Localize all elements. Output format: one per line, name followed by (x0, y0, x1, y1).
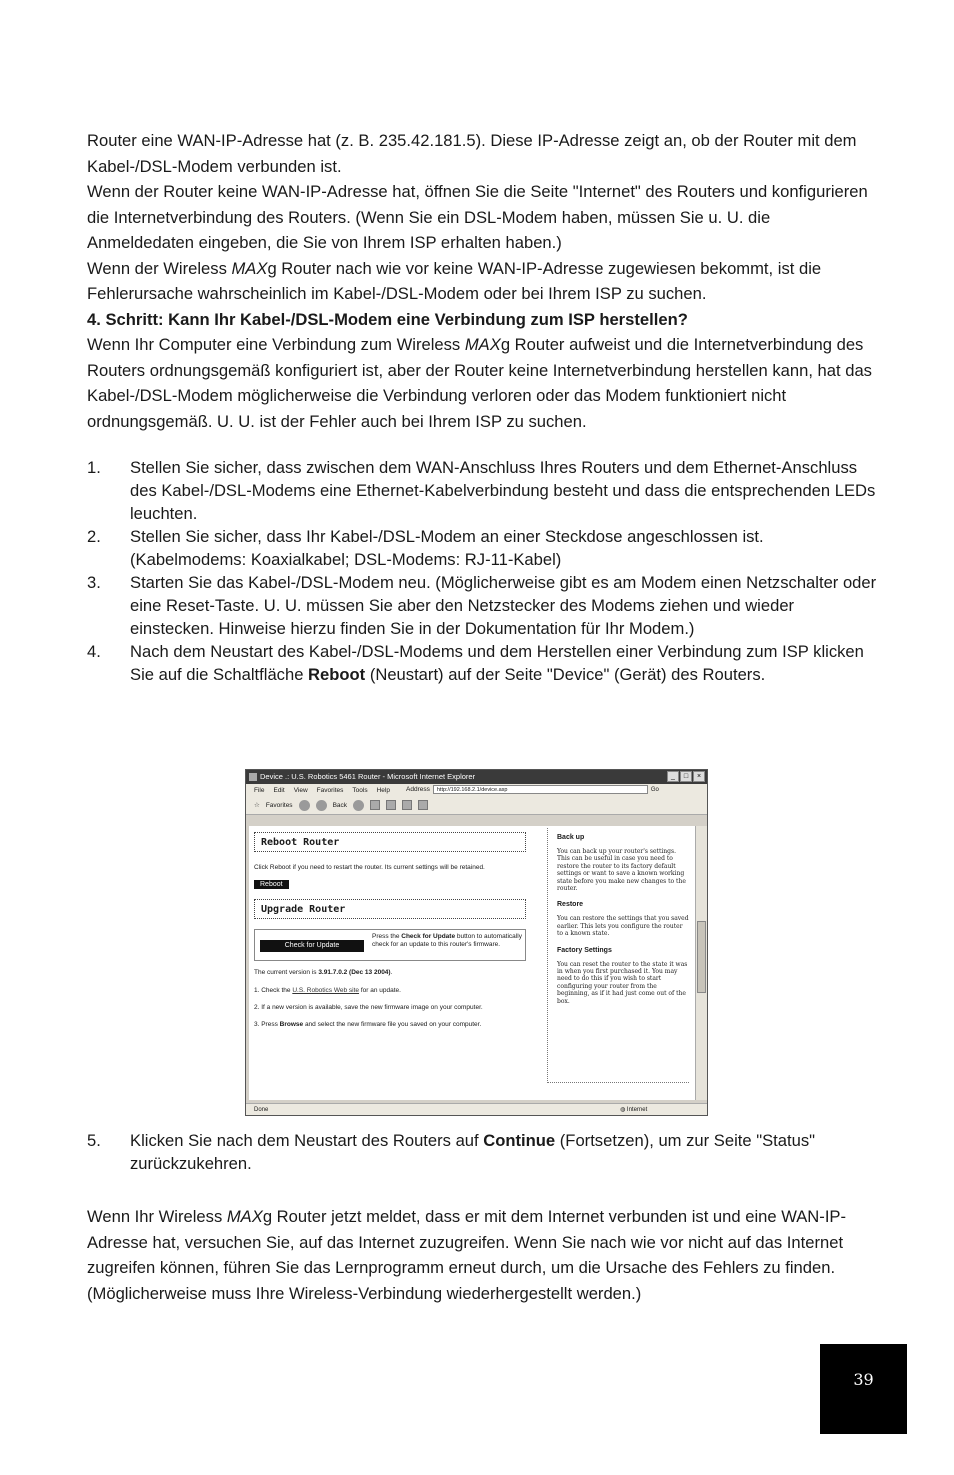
forward-arrow-icon[interactable] (353, 800, 364, 811)
minimize-icon[interactable]: _ (667, 771, 679, 782)
media-icon[interactable] (418, 800, 428, 810)
zone-label: Internet (626, 1107, 648, 1113)
text-run: Check for Update (401, 933, 456, 940)
steps-list-continued (87, 1129, 877, 1175)
list-number: 4. (87, 642, 101, 661)
text-run: Wenn der Wireless (87, 258, 232, 278)
upgrade-step-1 (254, 987, 539, 995)
current-version (254, 969, 539, 977)
text-run: 1. Check the (254, 987, 293, 994)
list-number: 1. (87, 458, 101, 477)
intro-text (87, 128, 877, 434)
browser-titlebar (246, 770, 707, 784)
list-item (87, 640, 877, 686)
back-button[interactable]: Back (332, 801, 348, 809)
list-number: 3. (87, 573, 101, 592)
paragraph-wan-ip: Router eine WAN-IP-Adresse hat (z. B. 235.42.181.5). Diese IP-Adresse zeigt an, ob der Router mit dem Kabel-/DSL-Modem verbunden ist. (87, 131, 857, 176)
favorites-button[interactable]: Favorites (265, 801, 293, 809)
refresh-icon[interactable] (386, 800, 396, 810)
maximize-icon[interactable]: □ (680, 771, 692, 782)
text-run: g Router nach wie vor keine WAN-IP-Adresse zugewiesen bekommt, ist die Fehlerursache wahrscheinlich im Kabel-/DSL-Modem oder bei Ihrem ISP zu suchen. (87, 258, 822, 303)
list-text: Klicken Sie nach dem Neustart des Routers auf (130, 1131, 484, 1150)
go-button[interactable]: Go (650, 786, 659, 793)
text-run: button to automatically check for an update to this router's firmware. (372, 933, 522, 948)
page-number: 39 (853, 1370, 874, 1389)
globe-icon: ◍ (620, 1107, 626, 1113)
menu-help[interactable]: Help (376, 786, 390, 794)
browser-content (249, 826, 696, 1100)
text-run: g Router jetzt meldet, dass er mit dem Internet verbunden ist und eine WAN-IP-Adresse hat, versuchen Sie, auf das Internet zuzugreifen. Wenn Sie nach wie vor nicht auf das Internet zugreifen können, führen Sie das Lernprogramm erneut durch, um die Ursache des Fehlers zu finden. (Möglicherweise muss Ihre Wireless-Verbindung wiederhergestellt werden.) (87, 1207, 847, 1303)
list-number: 5. (87, 1131, 101, 1150)
continue-term: Continue (483, 1131, 556, 1150)
list-item (87, 525, 877, 571)
menu-tools[interactable]: Tools (352, 786, 368, 794)
version-number: 3.91.7.0.2 (Dec 13 2004) (318, 969, 391, 976)
stop-icon[interactable] (370, 800, 380, 810)
page-number-box (820, 1344, 907, 1434)
upgrade-step-2: 2. If a new version is available, save the new firmware image on your computer. (254, 1004, 483, 1011)
list-item (87, 456, 877, 525)
text-run: g Router aufweist und die Internetverbindung des Routers ordnungsgemäß konfiguriert ist, aber der Router keine Internetverbindung herstellen kann, hat das Kabel-/DSL-Modem möglicherweise die Verbindung verloren oder das Modem funktioniert nicht ordnungsgemäß. U. U. ist der Fehler auch bei Ihrem ISP zu suchen. (87, 335, 872, 431)
text-run: . (390, 969, 393, 976)
upgrade-router-title: Upgrade Router (254, 899, 526, 919)
usr-website-link[interactable]: U.S. Robotics Web site (292, 987, 360, 994)
address-label: Address (406, 786, 430, 793)
list-item (87, 571, 877, 640)
list-item (87, 1129, 877, 1175)
router-main-panel (254, 832, 539, 1029)
menu-edit[interactable]: Edit (273, 786, 285, 794)
list-text: Stellen Sie sicher, dass zwischen dem WAN-Anschluss Ihres Routers und dem Ethernet-Anschluss des Kabel-/DSL-Modems eine Ethernet-Kabelverbindung besteht und dass die entsprechenden LEDs leuchten. (130, 458, 876, 523)
update-box (254, 929, 526, 961)
text-run: Press the (372, 933, 402, 940)
close-icon[interactable]: × (693, 771, 705, 782)
check-for-update-button[interactable]: Check for Update (260, 940, 364, 952)
step4-heading: 4. Schritt: Kann Ihr Kabel-/DSL-Modem eine Verbindung zum ISP herstellen? (87, 309, 688, 329)
internet-zone (620, 1104, 647, 1116)
backup-help-text: You can back up your router's settings. This can be useful in case you need to restore the router to its factory default settings or want to save a known working state before you make new changes to the router. (557, 848, 686, 893)
update-description (372, 933, 527, 949)
text-run: Wenn Ihr Wireless (87, 1207, 227, 1226)
paragraph-no-wan-ip: Wenn der Router keine WAN-IP-Adresse hat, öffnen Sie die Seite "Internet" des Routers und konfigurieren die Internetverbindung des Routers. (Wenn Sie ein DSL-Modem haben, müssen Sie u. U. die Anmeldedaten eingeben, die Sie von Ihrem ISP erhalten haben.) (87, 182, 868, 252)
text-run: Browse (279, 1021, 304, 1028)
home-icon[interactable] (402, 800, 412, 810)
paragraph-modem (87, 332, 877, 434)
reboot-description: Click Reboot if you need to restart the router. Its current settings will be retained. (254, 864, 485, 871)
text-run: and select the new firmware file you saved on your computer. (303, 1021, 482, 1028)
reboot-term: Reboot (308, 665, 366, 684)
paragraph-still-no-ip (87, 256, 877, 307)
list-text: Starten Sie das Kabel-/DSL-Modem neu. (Möglicherweise gibt es am Modem einen Netzschalter oder eine Reset-Taste. U. U. müssen Sie aber den Netzstecker des Modems ziehen und wieder einstecken. Hinweise hierzu finden Sie in der Dokumentation für Ihr Modem.) (130, 573, 877, 638)
reboot-router-title: Reboot Router (254, 832, 526, 852)
list-text: (Fortsetzen), um zur Seite "Status" zurückzukehren. (130, 1131, 816, 1173)
steps-list (87, 456, 877, 686)
browser-toolbar (246, 796, 707, 815)
brand-italic: MAX (226, 1207, 263, 1226)
ie-icon (249, 773, 257, 781)
list-text: Nach dem Neustart des Kabel-/DSL-Modems und dem Herstellen einer Verbindung zum ISP klicken Sie auf die Schaltfläche (130, 642, 864, 684)
status-text: Done (254, 1107, 269, 1113)
window-title: Device .: U.S. Robotics 5461 Router - Microsoft Internet Explorer (260, 772, 476, 781)
menu-favorites[interactable]: Favorites (316, 786, 344, 794)
text-run: 3. Press (254, 1021, 280, 1028)
help-sidebar (547, 828, 689, 1083)
scrollbar-thumb[interactable] (697, 921, 706, 993)
factory-help-title: Factory Settings (557, 946, 612, 954)
browser-screenshot (245, 769, 708, 1116)
menu-view[interactable]: View (293, 786, 308, 794)
backup-help-title: Back up (557, 834, 585, 841)
list-text: Stellen Sie sicher, dass Ihr Kabel-/DSL-Modem an einer Steckdose angeschlossen ist. (Kabelmodems: Koaxialkabel; DSL-Modems: RJ-11-Kabel) (130, 527, 764, 569)
factory-help-text: You can reset the router to the state it was in when you first purchased it. You may need to do this if you wish to start configuring your router from the beginning, as if it had just come out of the box. (557, 960, 688, 1005)
brand-italic: MAX (231, 258, 268, 278)
menu-file[interactable]: File (254, 786, 265, 794)
browser-statusbar (246, 1103, 707, 1115)
closing-paragraph (87, 1204, 877, 1306)
text-run: for an update. (359, 987, 401, 994)
address-input[interactable]: http://192.168.2.1/device.asp (433, 785, 648, 794)
text-run: The current version is (254, 969, 319, 976)
restore-help-text: You can restore the settings that you saved earlier. This lets you configure the router to a known state. (557, 915, 689, 938)
menu-bar (246, 784, 707, 796)
back-arrow-icon[interactable] (316, 800, 327, 811)
restore-help-title: Restore (557, 901, 584, 909)
star-icon: ☆ (254, 802, 260, 809)
history-icon[interactable] (299, 800, 310, 811)
brand-italic: MAX (464, 335, 501, 354)
text-run: Wenn Ihr Computer eine Verbindung zum Wireless (87, 335, 465, 354)
upgrade-step-3 (254, 1021, 539, 1029)
vertical-scrollbar[interactable] (695, 826, 707, 1100)
list-number: 2. (87, 527, 101, 546)
list-text: (Neustart) auf der Seite "Device" (Gerät) des Routers. (365, 665, 766, 684)
reboot-button[interactable]: Reboot (254, 880, 289, 889)
